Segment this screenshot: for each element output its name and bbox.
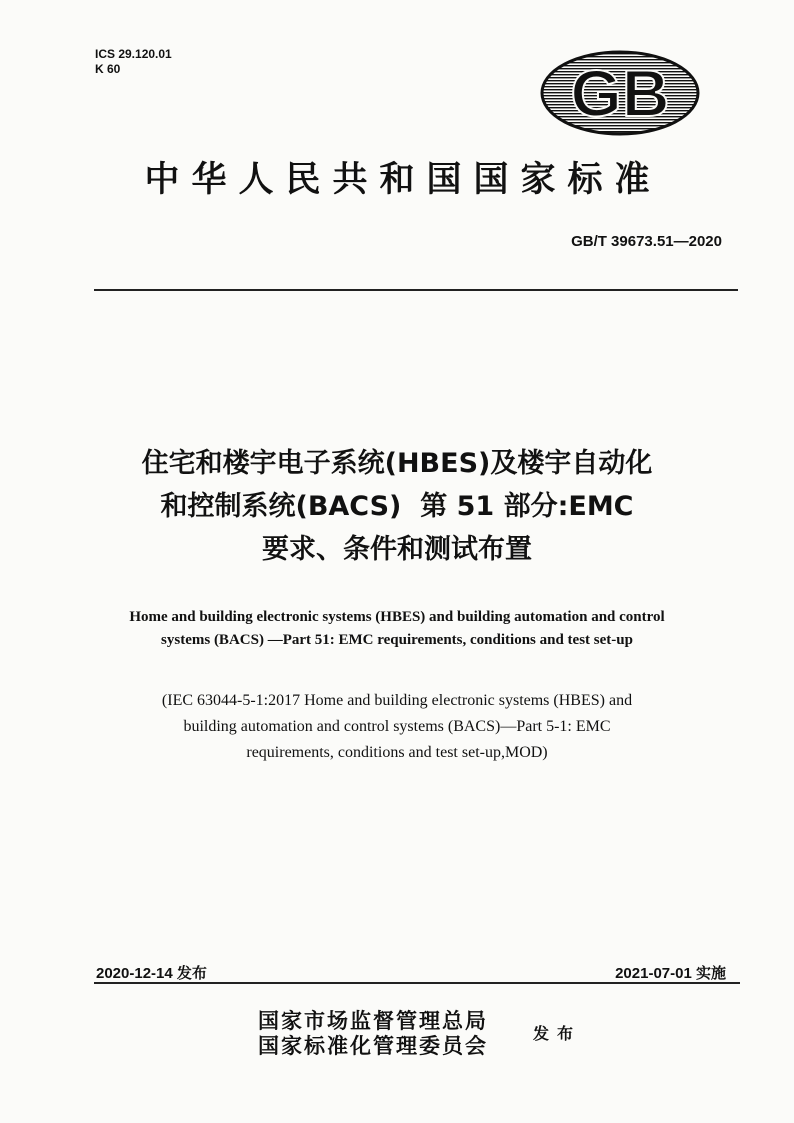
issue-label: 发布 <box>533 1024 582 1043</box>
title-cn-line-1: 住宅和楼宇电子系统(HBES)及楼宇自动化 <box>141 448 653 479</box>
bottom-divider <box>94 982 740 984</box>
svg-text:GB: GB <box>570 56 670 130</box>
title-en-line-2: systems (BACS) —Part 51: EMC requirements, conditions and test set-up <box>161 632 633 648</box>
issuing-authorities <box>258 1008 488 1058</box>
title-chinese <box>60 442 734 571</box>
release-date: 2020-12-14 发布 <box>96 965 207 982</box>
ics-code: ICS 29.120.01 <box>95 47 172 61</box>
title-iec-line-3: requirements, conditions and test set-up,MOD) <box>246 744 548 761</box>
issuer-sac: 国家标准化管理委员会 <box>258 1033 488 1058</box>
title-cn-line-2: 和控制系统(BACS) 第 51 部分:EMC <box>160 491 634 522</box>
issuer-samr: 国家市场监督管理总局 <box>258 1008 488 1033</box>
title-cn-line-3: 要求、条件和测试布置 <box>262 534 532 565</box>
title-english <box>60 606 734 652</box>
standard-number: GB/T 39673.51—2020 <box>571 233 722 250</box>
implementation-date: 2021-07-01 实施 <box>615 965 726 982</box>
classification-codes <box>95 47 172 77</box>
ccs-code: K 60 <box>95 62 121 76</box>
title-en-line-1: Home and building electronic systems (HBES) and building automation and control <box>129 609 665 625</box>
title-iec-reference <box>60 688 734 766</box>
top-divider <box>94 289 738 291</box>
gb-logo-icon <box>540 50 700 136</box>
title-iec-line-2: building automation and control systems (BACS)—Part 5-1: EMC <box>183 718 611 735</box>
title-iec-line-1: (IEC 63044-5-1:2017 Home and building electronic systems (HBES) and <box>161 692 633 709</box>
national-standard-heading: 中华人民共和国国家标准 <box>144 159 662 200</box>
